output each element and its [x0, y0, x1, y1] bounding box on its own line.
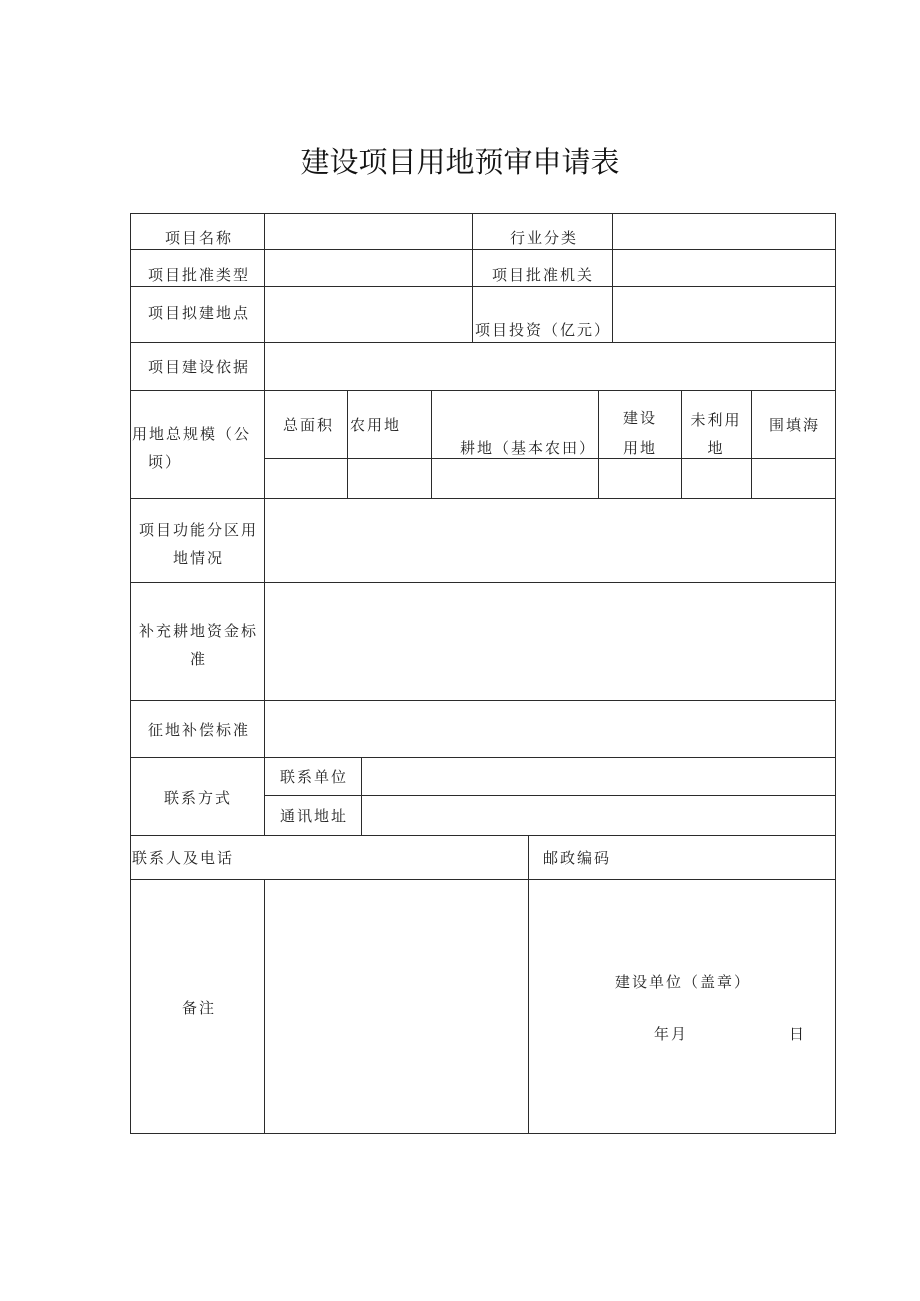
- function-field[interactable]: [265, 499, 835, 582]
- contact-person-field[interactable]: [265, 836, 528, 879]
- total-area-field[interactable]: [265, 459, 347, 498]
- supplement-label-line1: 补充耕地资金标: [139, 622, 259, 640]
- basis-field[interactable]: [265, 343, 835, 390]
- approval-authority-field[interactable]: [613, 250, 835, 286]
- reclaim-label: 围填海: [769, 416, 821, 434]
- contact-method-label: 联系方式: [164, 789, 233, 807]
- contact-unit-field[interactable]: [362, 758, 835, 795]
- approval-type-label: 项目批准类型: [148, 266, 251, 284]
- cultivated-label: 耕地（基本农田）: [460, 439, 597, 457]
- approval-authority-label: 项目批准机关: [492, 266, 595, 284]
- farmland-label: 农用地: [350, 416, 402, 434]
- total-area-label: 总面积: [283, 416, 335, 434]
- approval-type-field[interactable]: [265, 250, 472, 286]
- project-name-label: 项目名称: [165, 229, 234, 247]
- industry-field[interactable]: [613, 214, 835, 249]
- contact-unit-label: 联系单位: [280, 768, 349, 786]
- site-label: 项目拟建地点: [148, 304, 251, 322]
- compensation-label: 征地补偿标准: [148, 721, 251, 739]
- address-label: 通讯地址: [280, 807, 349, 825]
- date-day-label: 日: [789, 1025, 807, 1043]
- form-title: 建设项目用地预审申请表: [300, 145, 620, 179]
- unused-label-line2: 地: [707, 439, 725, 457]
- seal-label: 建设单位（盖章）: [615, 973, 752, 991]
- postcode-label: 邮政编码: [543, 849, 612, 867]
- scale-label-line2: 顷）: [148, 453, 183, 471]
- construction-label-line1: 建设: [622, 409, 657, 427]
- project-name-field[interactable]: [265, 214, 472, 249]
- supplement-field[interactable]: [265, 583, 835, 700]
- function-label-line1: 项目功能分区用: [139, 521, 259, 539]
- construction-label-line2: 用地: [622, 439, 657, 457]
- investment-label: 项目投资（亿元）: [475, 321, 612, 339]
- basis-label: 项目建设依据: [148, 358, 251, 376]
- scale-label-line1: 用地总规模（公: [132, 425, 252, 443]
- investment-field[interactable]: [613, 287, 835, 342]
- contact-person-label: 联系人及电话: [132, 849, 235, 867]
- industry-label: 行业分类: [510, 229, 579, 247]
- remarks-label: 备注: [182, 999, 217, 1017]
- compensation-field[interactable]: [265, 701, 835, 757]
- address-field[interactable]: [362, 796, 835, 835]
- construction-land-field[interactable]: [599, 459, 681, 498]
- cultivated-field[interactable]: [432, 459, 598, 498]
- supplement-label-line2: 准: [190, 650, 208, 668]
- date-year-month-label: 年月: [654, 1025, 689, 1043]
- reclaim-field[interactable]: [752, 459, 835, 498]
- function-label-line2: 地情况: [173, 549, 225, 567]
- farmland-field[interactable]: [348, 459, 431, 498]
- remarks-field[interactable]: [265, 880, 528, 1133]
- unused-label-line1: 未利用: [690, 411, 742, 429]
- site-field[interactable]: [265, 287, 472, 342]
- unused-land-field[interactable]: [682, 459, 751, 498]
